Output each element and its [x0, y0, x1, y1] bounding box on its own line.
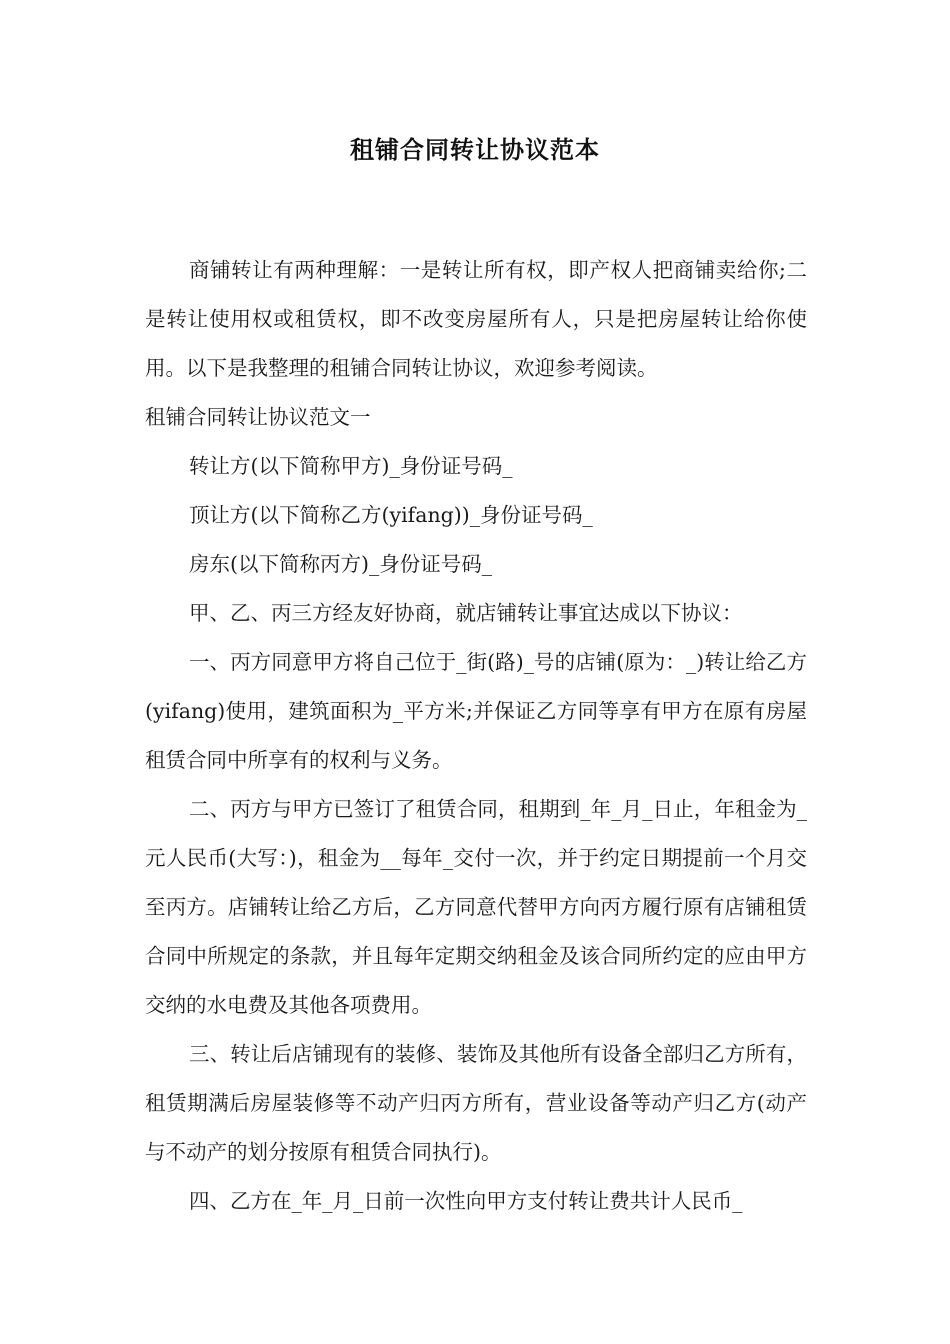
clause-1: 一、丙方同意甲方将自己位于_街(路)_号的店铺(原为：_)转让给乙方(yifang)使用，建筑面积为_平方米;并保证乙方同等享有甲方在原有房屋租赁合同中所享有的权利与义务。: [145, 650, 807, 772]
party-transferor: 转让方(以下简称甲方)_身份证号码_: [189, 454, 513, 478]
clause-4: 四、乙方在_年_月_日前一次性向甲方支付转让费共计人民币_: [189, 1189, 743, 1213]
clause-2: 二、丙方与甲方已签订了租赁合同，租期到_年_月_日止，年租金为_元人民币(大写：)，租金为__每年_交付一次，并于约定日期提前一个月交至丙方。店铺转让给乙方后，乙方同意代替甲方向丙方履行原有店铺租赁合同中所规定的条款，并且每年定期交纳租金及该合同所约定的应由甲方交纳的水电费及其他各项费用。: [145, 797, 807, 1017]
section-heading: 租铺合同转让协议范文一: [145, 405, 371, 429]
paragraph-agreement-intro: 甲、乙、丙三方经友好协商，就店铺转让事宜达成以下协议：: [189, 601, 743, 625]
paragraph-intro: 商铺转让有两种理解：一是转让所有权，即产权人把商铺卖给你;二是转让使用权或租赁权，即不改变房屋所有人，只是把房屋转让给你使用。以下是我整理的租铺合同转让协议，欢迎参考阅读。: [145, 258, 807, 380]
document-title: 租铺合同转让协议范本: [350, 136, 600, 164]
party-landlord: 房东(以下简称丙方)_身份证号码_: [189, 552, 492, 576]
party-transferee: 顶让方(以下简称乙方(yifang))_身份证号码_: [189, 503, 593, 527]
clause-3: 三、转让后店铺现有的装修、装饰及其他所有设备全部归乙方所有，租赁期满后房屋装修等不动产归丙方所有，营业设备等动产归乙方(动产与不动产的划分按原有租赁合同执行)。: [145, 1042, 807, 1164]
document-body: [145, 246, 807, 1226]
